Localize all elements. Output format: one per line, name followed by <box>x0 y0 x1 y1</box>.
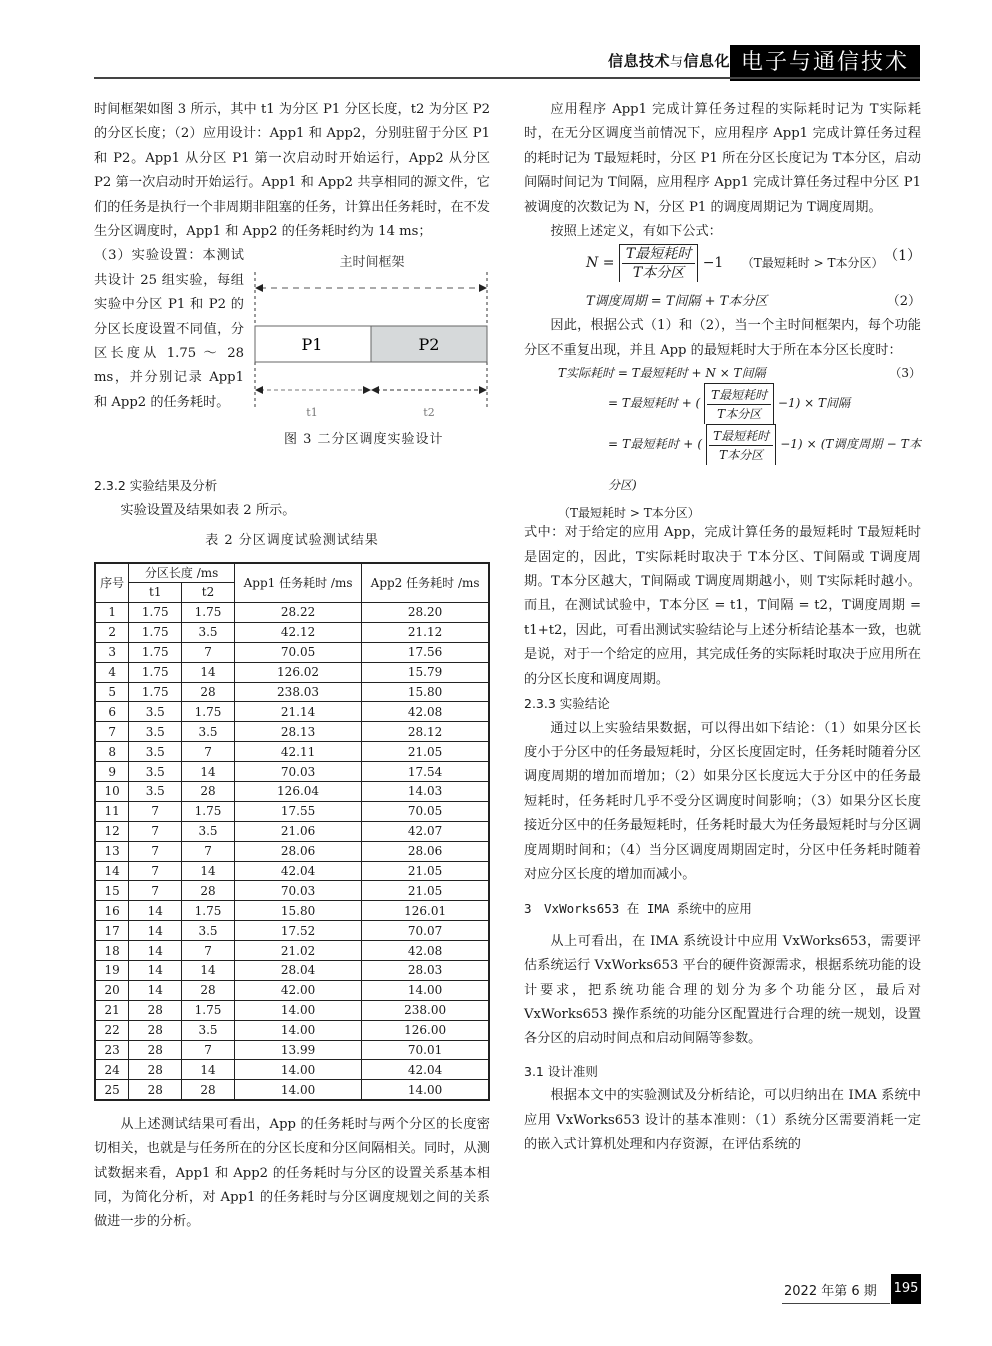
cell-app1: 28.22 <box>234 602 361 622</box>
cell-app2: 28.06 <box>362 841 489 861</box>
cell-app1: 21.06 <box>234 821 361 841</box>
cell-t2: 3.5 <box>182 1020 235 1040</box>
table-body <box>95 602 489 1099</box>
header-app2: App2 任务耗时 /ms <box>362 563 489 603</box>
t2-label: t2 <box>423 406 435 420</box>
cell-app2: 15.79 <box>362 662 489 682</box>
cell-app1: 14.00 <box>234 1020 361 1040</box>
table-row <box>95 602 489 622</box>
cell-app1: 14.00 <box>234 1000 361 1020</box>
cell-t2: 28 <box>182 682 235 702</box>
cell-t2: 7 <box>182 642 235 662</box>
cell-t1: 7 <box>129 881 182 901</box>
cell-app1: 14.00 <box>234 1060 361 1080</box>
cell-t1: 7 <box>129 801 182 821</box>
section-label <box>608 50 730 71</box>
cell-app2: 28.20 <box>362 602 489 622</box>
cell-app1: 15.80 <box>234 901 361 921</box>
cell-index: 16 <box>95 901 129 921</box>
paragraph: 通过以上实验结果数据，可以得出如下结论：（1）如果分区长度小于分区中的任务最短耗时，分区长度固定时，任务耗时随着分区调度周期的增加而增加；（2）如果分区长度远大于分区中的任务最短耗时，任务耗时几乎不受分区调度时间影响；（3）如果分区长度接近分区中的任务最短耗时，任务耗时最大为任务最短耗时与分区调度周期时间和；（4）当分区调度周期固定时，分区中任务耗时随着对应分区长度的增加而减小。 <box>524 720 921 882</box>
table-row <box>95 901 489 921</box>
cell-index: 7 <box>95 722 129 742</box>
cell-t1: 7 <box>129 841 182 861</box>
cell-app1: 17.52 <box>234 921 361 941</box>
cell-index: 6 <box>95 702 129 722</box>
cell-t1: 1.75 <box>129 682 182 702</box>
cell-t1: 1.75 <box>129 662 182 682</box>
cell-index: 22 <box>95 1020 129 1040</box>
table-row <box>95 941 489 961</box>
cell-t1: 14 <box>129 960 182 980</box>
cell-app2: 17.54 <box>362 762 489 782</box>
cell-app2: 42.08 <box>362 941 489 961</box>
cell-app2: 28.12 <box>362 722 489 742</box>
cell-app2: 14.00 <box>362 1080 489 1100</box>
table-row <box>95 1020 489 1040</box>
cell-t1: 1.75 <box>129 622 182 642</box>
table-row <box>95 642 489 662</box>
section-heading: 2.3.3 实验结论 <box>524 696 610 712</box>
table-row <box>95 762 489 782</box>
cell-index: 19 <box>95 960 129 980</box>
cell-app2: 42.04 <box>362 1060 489 1080</box>
cell-app1: 70.03 <box>234 762 361 782</box>
section-heading: 2.3.2 实验结果及分析 <box>94 478 218 494</box>
header-divider <box>94 77 920 79</box>
cell-app2: 126.01 <box>362 901 489 921</box>
cell-index: 14 <box>95 861 129 881</box>
cell-app1: 42.00 <box>234 980 361 1000</box>
section-heading: 3.1 设计准则 <box>524 1063 598 1079</box>
cell-app1: 28.06 <box>234 841 361 861</box>
cell-index: 2 <box>95 622 129 642</box>
equation-number: （1） <box>884 248 921 265</box>
paragraph: （3）实验设置：本测试共设计 25 组实验，每组实验中分区 P1 和 P2 的分区长度设置不同值，分区长度从 1.75 ～ 28 ms，并分别记录 App1 和 App2 的任务耗时。 <box>94 248 244 410</box>
section-label-left: 信息技术 <box>607 52 670 70</box>
table-row <box>95 1000 489 1020</box>
cell-index: 13 <box>95 841 129 861</box>
paragraph: 实验设置及结果如表 2 所示。 <box>120 502 296 518</box>
cell-index: 3 <box>95 642 129 662</box>
cell-index: 4 <box>95 662 129 682</box>
cell-index: 15 <box>95 881 129 901</box>
table-row <box>95 781 489 801</box>
cell-index: 23 <box>95 1040 129 1060</box>
cell-t2: 7 <box>182 941 235 961</box>
paragraph: 应用程序 App1 完成计算任务过程的实际耗时记为 T实际耗时，在无分区调度当前情况下，应用程序 App1 完成计算任务过程的耗时记为 T最短耗时，分区 P1 所在分区长度记为 T本分区，启动间隔时间记为 T间隔，应用程序 App1 完成计算任务过程中分区 P1 被调度的次数记为 N，分区 P1 的调度周期记为 T调度周期。 <box>524 102 921 215</box>
cell-t2: 7 <box>182 1040 235 1060</box>
cell-t1: 28 <box>129 1060 182 1080</box>
cell-app1: 42.12 <box>234 622 361 642</box>
table-row <box>95 980 489 1000</box>
cell-t1: 3.5 <box>129 702 182 722</box>
cell-index: 10 <box>95 781 129 801</box>
cell-app1: 126.02 <box>234 662 361 682</box>
table-caption: 表 2 分区调度试验测试结果 <box>205 533 379 549</box>
cell-app2: 238.00 <box>362 1000 489 1020</box>
cell-app2: 15.80 <box>362 682 489 702</box>
header-partition-length: 分区长度 /ms <box>129 563 235 583</box>
cell-t1: 3.5 <box>129 762 182 782</box>
section-heading: 3 VxWorks653 在 IMA 系统中的应用 <box>524 901 752 917</box>
cell-t1: 7 <box>129 861 182 881</box>
header-t1: t1 <box>129 583 182 603</box>
p2-label: P2 <box>418 335 440 355</box>
cell-index: 20 <box>95 980 129 1000</box>
journal-title: 电子与通信技术 <box>730 45 920 81</box>
cell-t2: 1.75 <box>182 1000 235 1020</box>
cell-t2: 28 <box>182 881 235 901</box>
left-column <box>94 98 490 1235</box>
cell-index: 9 <box>95 762 129 782</box>
equation-number: （2） <box>886 294 921 310</box>
equation-number: （3） <box>889 366 921 381</box>
t1-label: t1 <box>306 406 318 420</box>
header-app1: App1 任务耗时 /ms <box>234 563 361 603</box>
cell-index: 11 <box>95 801 129 821</box>
cell-app1: 21.02 <box>234 941 361 961</box>
cell-index: 5 <box>95 682 129 702</box>
table-row <box>95 801 489 821</box>
cell-t2: 1.75 <box>182 702 235 722</box>
table-row <box>95 1060 489 1080</box>
table-row <box>95 742 489 762</box>
cell-t1: 3.5 <box>129 742 182 762</box>
cell-app2: 70.07 <box>362 921 489 941</box>
cell-app1: 42.11 <box>234 742 361 762</box>
cell-app2: 28.03 <box>362 960 489 980</box>
table-row <box>95 881 489 901</box>
cell-app1: 14.00 <box>234 1080 361 1100</box>
cell-t2: 3.5 <box>182 722 235 742</box>
cell-t1: 14 <box>129 901 182 921</box>
section-label-mid: 与 <box>669 55 684 70</box>
cell-app2: 42.08 <box>362 702 489 722</box>
right-column <box>524 98 921 1157</box>
cell-t2: 7 <box>182 841 235 861</box>
cell-app1: 126.04 <box>234 781 361 801</box>
figure-caption: 图 3 二分区调度实验设计 <box>284 432 444 448</box>
cell-t1: 28 <box>129 1080 182 1100</box>
cell-app1: 28.13 <box>234 722 361 742</box>
cell-t2: 28 <box>182 980 235 1000</box>
cell-t2: 14 <box>182 662 235 682</box>
cell-t2: 3.5 <box>182 622 235 642</box>
cell-app1: 42.04 <box>234 861 361 881</box>
equation-1: N = $\frac{\text{T最短耗时}}{\text{T本分区}}$ −1 （T最短耗时 > T本分区） （1） <box>586 246 921 282</box>
table-row <box>95 861 489 881</box>
table-row <box>95 1080 489 1100</box>
results-table <box>94 562 490 1101</box>
header-index: 序号 <box>95 563 129 603</box>
table-row <box>95 821 489 841</box>
cell-index: 1 <box>95 602 129 622</box>
table-row <box>95 702 489 722</box>
cell-index: 8 <box>95 742 129 762</box>
cell-index: 24 <box>95 1060 129 1080</box>
cell-t2: 14 <box>182 960 235 980</box>
footer-divider <box>782 1303 890 1304</box>
cell-index: 17 <box>95 921 129 941</box>
equation-2: T调度周期 = T间隔 + T本分区 （2） <box>524 290 921 314</box>
cell-t1: 28 <box>129 1020 182 1040</box>
cell-app2: 126.00 <box>362 1020 489 1040</box>
cell-t1: 1.75 <box>129 642 182 662</box>
cell-app2: 14.00 <box>362 980 489 1000</box>
paragraph: 从上可看出，在 IMA 系统设计中应用 VxWorks653，需要评估系统运行 VxWorks653 平台的硬件资源需求，根据系统功能的设计要求，把系统功能合理的划分为多个功能分区，最后对 VxWorks653 操作系统的功能分区配置进行合理的统一规划，设置各分区的启动时间点和启动间隔等参数。 <box>524 933 921 1047</box>
cell-app2: 70.01 <box>362 1040 489 1060</box>
cell-t2: 28 <box>182 1080 235 1100</box>
cell-t1: 7 <box>129 821 182 841</box>
table-row <box>95 921 489 941</box>
cell-app2: 21.12 <box>362 622 489 642</box>
cell-app1: 13.99 <box>234 1040 361 1060</box>
section-label-right: 信息化 <box>683 52 730 70</box>
paragraph: 从上述测试结果可看出，App 的任务耗时与两个分区的长度密切相关，也就是与任务所在的分区长度和分区间隔相关。同时，从测试数据来看，App1 和 App2 的任务耗时与分区的设置关系基本相同，为简化分析，对 App1 的任务耗时与分区调度规划之间的关系做进一步的分析。 <box>94 1116 490 1230</box>
main-frame-label: 主时间框架 <box>339 255 405 271</box>
cell-app2: 42.07 <box>362 821 489 841</box>
cell-app1: 28.04 <box>234 960 361 980</box>
equation-3: T实际耗时 = T最短耗时 + N × T间隔 = T最短耗时 + ( $\frac{\text{T最短耗时}}{\text{T本分区}}$ −1) × T间隔 = T最短耗时 + ( $\frac{\text{T最短耗时}}{\text{T本分区}}$ −1) × (T调度周期 − T本分区) （T最短耗时 > T本分区） （3） <box>524 363 921 521</box>
cell-index: 18 <box>95 941 129 961</box>
table-row <box>95 662 489 682</box>
cell-app1: 17.55 <box>234 801 361 821</box>
p1-label: P1 <box>301 335 323 355</box>
figure-wrap-block <box>94 244 490 474</box>
cell-t2: 14 <box>182 762 235 782</box>
cell-t2: 3.5 <box>182 821 235 841</box>
cell-t2: 3.5 <box>182 921 235 941</box>
cell-app1: 238.03 <box>234 682 361 702</box>
cell-t2: 1.75 <box>182 901 235 921</box>
cell-t1: 14 <box>129 941 182 961</box>
cell-t1: 3.5 <box>129 781 182 801</box>
cell-t2: 1.75 <box>182 801 235 821</box>
cell-app2: 21.05 <box>362 881 489 901</box>
cell-t2: 14 <box>182 1060 235 1080</box>
cell-t2: 14 <box>182 861 235 881</box>
cell-t1: 14 <box>129 921 182 941</box>
cell-t1: 1.75 <box>129 602 182 622</box>
header-t2: t2 <box>182 583 235 603</box>
table-row <box>95 841 489 861</box>
cell-index: 12 <box>95 821 129 841</box>
cell-t2: 7 <box>182 742 235 762</box>
table-row <box>95 1040 489 1060</box>
cell-app2: 17.56 <box>362 642 489 662</box>
cell-app2: 14.03 <box>362 781 489 801</box>
cell-t1: 3.5 <box>129 722 182 742</box>
table-row <box>95 722 489 742</box>
paragraph: 按照上述定义，有如下公式： <box>550 224 722 240</box>
cell-app1: 70.03 <box>234 881 361 901</box>
paragraph: 根据本文中的实验测试及分析结论，可以归纳出在 IMA 系统中应用 VxWorks653 设计的基本准则：（1）系统分区需要消耗一定的嵌入式计算机处理和内存资源，在评估系统的 <box>524 1088 921 1152</box>
table-row <box>95 682 489 702</box>
cell-app1: 21.14 <box>234 702 361 722</box>
cell-t2: 1.75 <box>182 602 235 622</box>
page-number: 195 <box>891 1274 921 1304</box>
paragraph: 式中：对于给定的应用 App，完成计算任务的最短耗时 T最短耗时是固定的，因此，T实际耗时取决于 T本分区、T间隔或 T调度周期。T本分区越大，T间隔或 T调度周期越小，则 T实际耗时越小。而且，在测试试验中，T本分区 = t1，T间隔 = t2，T调度周期 = t1+t2，因此，可看出测试实验结论与上述分析结论基本一致，也就是说，对于一个给定的应用，其完成任务的实际耗时取决于应用所在的分区长度和调度周期。 <box>524 525 921 687</box>
table-row <box>95 960 489 980</box>
cell-app2: 21.05 <box>362 742 489 762</box>
cell-app1: 70.05 <box>234 642 361 662</box>
paragraph: 因此，根据公式（1）和（2），当一个主时间框架内，每个功能分区不重复出现，并且 App 的最短耗时大于所在本分区长度时： <box>524 318 921 358</box>
cell-t1: 28 <box>129 1040 182 1060</box>
paragraph: 时间框架如图 3 所示，其中 t1 为分区 P1 分区长度，t2 为分区 P2 的分区长度；（2）应用设计：App1 和 App2，分别驻留于分区 P1 和 P2。App1 从分区 P1 第一次启动时开始运行，App2 从分区 P2 第一次启动时开始运行。App1 和 App2 共享相同的源文件，它们的任务是执行一个非周期非阻塞的任务，计算出任务耗时，在不发生分区调度时，App1 和 App2 的任务耗时约为 14 ms； <box>94 102 490 240</box>
cell-index: 21 <box>95 1000 129 1020</box>
cell-t1: 28 <box>129 1000 182 1020</box>
figure-3 <box>252 252 492 452</box>
cell-app2: 70.05 <box>362 801 489 821</box>
issue-label: 2022 年第 6 期 <box>784 1284 877 1299</box>
cell-app2: 21.05 <box>362 861 489 881</box>
cell-index: 25 <box>95 1080 129 1100</box>
partition-timeline-diagram <box>252 252 492 432</box>
cell-t2: 28 <box>182 781 235 801</box>
table-row <box>95 622 489 642</box>
cell-t1: 14 <box>129 980 182 1000</box>
